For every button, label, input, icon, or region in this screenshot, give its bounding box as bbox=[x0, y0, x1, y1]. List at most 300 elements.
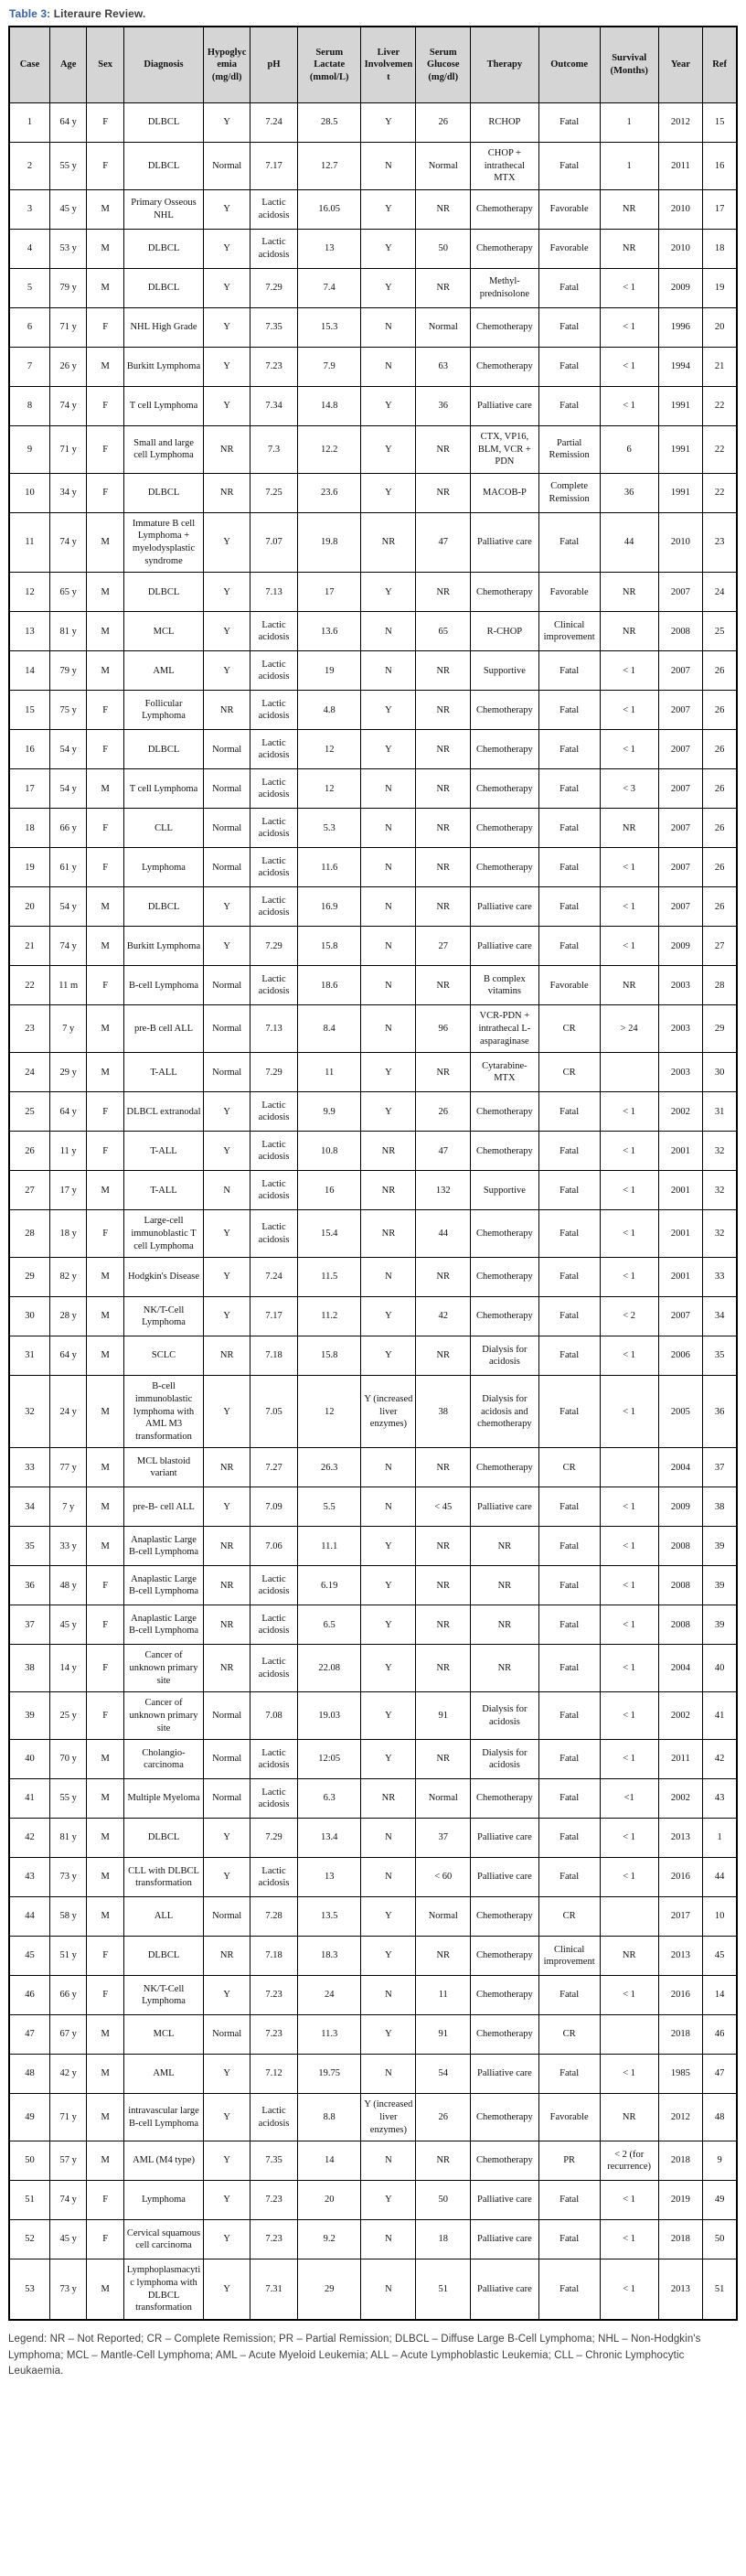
table-cell: 79 y bbox=[49, 651, 86, 691]
table-cell: N bbox=[361, 2055, 416, 2094]
table-cell: 33 bbox=[703, 1258, 737, 1297]
table-cell: Fatal bbox=[538, 2220, 600, 2259]
table-cell: 32 bbox=[703, 1171, 737, 1210]
table-cell: 47 bbox=[703, 2055, 737, 2094]
column-header: Serum Lactate (mmol/L) bbox=[297, 27, 361, 103]
table-cell: < 1 bbox=[600, 1336, 658, 1376]
table-cell: NR bbox=[416, 473, 471, 512]
table-cell: Y bbox=[204, 2181, 250, 2220]
table-cell: NR bbox=[204, 1605, 250, 1645]
table-cell: 36 bbox=[9, 1566, 49, 1605]
table-cell: DLBCL bbox=[123, 730, 203, 769]
table-cell: 7.3 bbox=[250, 425, 298, 473]
table-cell: Fatal bbox=[538, 848, 600, 887]
table-cell: Normal bbox=[204, 730, 250, 769]
table-cell: NR bbox=[416, 425, 471, 473]
table-cell: 73 y bbox=[49, 2259, 86, 2320]
table-cell: M bbox=[87, 1527, 123, 1566]
table-cell: Fatal bbox=[538, 1858, 600, 1897]
table-cell: Chemotherapy bbox=[471, 1297, 538, 1336]
table-cell: 7.13 bbox=[250, 573, 298, 612]
table-cell: 81 y bbox=[49, 612, 86, 651]
table-cell: Lactic acidosis bbox=[250, 1210, 298, 1258]
table-cell: 38 bbox=[703, 1487, 737, 1527]
table-cell: 91 bbox=[416, 2015, 471, 2055]
table-cell: 7.24 bbox=[250, 103, 298, 143]
table-row bbox=[9, 1053, 737, 1092]
table-cell: Fatal bbox=[538, 1645, 600, 1692]
legend-text: Legend: NR – Not Reported; CR – Complete Remission; PR – Partial Remission; DLBCL – Diffuse Large B-Cell Lymphoma; NHL – Non-Hodgkin's Lymphoma; MCL – Mantle-Cell Lymphoma; AML – Acute Myeloid Leukemia; ALL – Acute Lymphoblastic Leukemia; CLL – Chronic Lymphocytic Leukaemia. bbox=[8, 2333, 701, 2377]
table-cell: Palliative care bbox=[471, 1819, 538, 1858]
table-cell: 41 bbox=[703, 1692, 737, 1740]
column-header: Ref bbox=[703, 27, 737, 103]
table-cell: Lactic acidosis bbox=[250, 1605, 298, 1645]
table-cell: 61 y bbox=[49, 848, 86, 887]
table-cell: Y bbox=[204, 1858, 250, 1897]
table-cell: 65 y bbox=[49, 573, 86, 612]
table-cell: 42 bbox=[703, 1740, 737, 1779]
table-cell: Y bbox=[204, 1487, 250, 1527]
table-cell: Y bbox=[204, 189, 250, 229]
table-cell: 15 bbox=[703, 103, 737, 143]
table-cell: Lactic acidosis bbox=[250, 2094, 298, 2141]
table-cell: Chemotherapy bbox=[471, 573, 538, 612]
table-cell: 7.34 bbox=[250, 386, 298, 425]
table-cell: 7.35 bbox=[250, 2141, 298, 2181]
table-row bbox=[9, 1005, 737, 1053]
table-cell: < 1 bbox=[600, 1740, 658, 1779]
table-cell: N bbox=[361, 887, 416, 927]
table-cell: Follicular Lymphoma bbox=[123, 691, 203, 730]
table-cell: 91 bbox=[416, 1692, 471, 1740]
table-cell: M bbox=[87, 1053, 123, 1092]
table-cell: Y bbox=[204, 1210, 250, 1258]
table-cell: 81 y bbox=[49, 1819, 86, 1858]
table-cell: NR bbox=[204, 1527, 250, 1566]
table-cell: 45 bbox=[703, 1937, 737, 1976]
table-cell: 23 bbox=[703, 512, 737, 573]
table-cell: 2007 bbox=[658, 769, 703, 809]
table-cell: N bbox=[361, 651, 416, 691]
table-cell: NR bbox=[361, 1210, 416, 1258]
table-cell: 11 bbox=[416, 1976, 471, 2015]
table-cell: 2009 bbox=[658, 927, 703, 966]
table-cell: pre-B- cell ALL bbox=[123, 1487, 203, 1527]
table-cell: 2004 bbox=[658, 1448, 703, 1487]
table-cell: 14 y bbox=[49, 1645, 86, 1692]
table-cell: 6.5 bbox=[297, 1605, 361, 1645]
table-cell: Fatal bbox=[538, 1092, 600, 1132]
table-cell: Normal bbox=[416, 1779, 471, 1819]
table-row bbox=[9, 1297, 737, 1336]
table-cell: 24 bbox=[297, 1976, 361, 2015]
table-cell: NR bbox=[416, 1448, 471, 1487]
table-cell: CR bbox=[538, 1005, 600, 1053]
table-cell: Normal bbox=[204, 769, 250, 809]
column-header: Case bbox=[9, 27, 49, 103]
table-cell: < 1 bbox=[600, 730, 658, 769]
table-cell: 42 bbox=[416, 1297, 471, 1336]
table-cell: NR bbox=[600, 612, 658, 651]
table-cell: 41 bbox=[9, 1779, 49, 1819]
table-cell: 47 bbox=[416, 1132, 471, 1171]
table-cell: < 1 bbox=[600, 651, 658, 691]
table-cell: 17 bbox=[297, 573, 361, 612]
table-cell: Favorable bbox=[538, 573, 600, 612]
table-cell: 7.28 bbox=[250, 1897, 298, 1937]
table-cell: < 1 bbox=[600, 2220, 658, 2259]
table-cell: 23.6 bbox=[297, 473, 361, 512]
table-cell: < 1 bbox=[600, 1132, 658, 1171]
table-cell: NR bbox=[600, 809, 658, 848]
table-cell: 12 bbox=[297, 730, 361, 769]
table-cell: T-ALL bbox=[123, 1132, 203, 1171]
table-cell: < 1 bbox=[600, 1258, 658, 1297]
table-cell: Y bbox=[204, 2259, 250, 2320]
table-row bbox=[9, 512, 737, 573]
table-cell: 2007 bbox=[658, 887, 703, 927]
table-cell: 2017 bbox=[658, 1897, 703, 1937]
table-cell: NR bbox=[600, 573, 658, 612]
table-cell: 21 bbox=[9, 927, 49, 966]
table-cell: 15.3 bbox=[297, 307, 361, 347]
table-cell: 7.05 bbox=[250, 1376, 298, 1448]
table-cell: Fatal bbox=[538, 1376, 600, 1448]
table-cell: M bbox=[87, 1487, 123, 1527]
table-cell: M bbox=[87, 887, 123, 927]
table-cell: 26 bbox=[703, 730, 737, 769]
table-cell: Dialysis for acidosis bbox=[471, 1336, 538, 1376]
table-cell: N bbox=[361, 1005, 416, 1053]
table-cell: 12.7 bbox=[297, 143, 361, 190]
column-header: Hypoglycemia (mg/dl) bbox=[204, 27, 250, 103]
table-cell: F bbox=[87, 730, 123, 769]
table-cell: 2018 bbox=[658, 2015, 703, 2055]
table-cell: Chemotherapy bbox=[471, 1779, 538, 1819]
table-cell: F bbox=[87, 2220, 123, 2259]
table-cell: Lactic acidosis bbox=[250, 1566, 298, 1605]
table-cell: Lactic acidosis bbox=[250, 691, 298, 730]
table-cell: N bbox=[361, 1976, 416, 2015]
table-row bbox=[9, 927, 737, 966]
table-cell: NR bbox=[416, 651, 471, 691]
table-cell: N bbox=[361, 927, 416, 966]
table-cell: N bbox=[361, 1487, 416, 1527]
table-cell: Y bbox=[361, 1566, 416, 1605]
table-cell: Normal bbox=[204, 1779, 250, 1819]
table-cell: NR bbox=[416, 268, 471, 307]
table-row bbox=[9, 1527, 737, 1566]
table-cell: 18 bbox=[703, 229, 737, 268]
table-row bbox=[9, 2259, 737, 2320]
table-cell: 18 bbox=[416, 2220, 471, 2259]
table-cell: 24 bbox=[703, 573, 737, 612]
table-cell: N bbox=[361, 966, 416, 1005]
table-cell: 2008 bbox=[658, 1527, 703, 1566]
table-cell: Chemotherapy bbox=[471, 307, 538, 347]
table-cell: 34 bbox=[703, 1297, 737, 1336]
table-cell: 45 y bbox=[49, 2220, 86, 2259]
table-cell: 16.05 bbox=[297, 189, 361, 229]
table-cell: Chemotherapy bbox=[471, 1937, 538, 1976]
table-cell: 39 bbox=[9, 1692, 49, 1740]
table-row bbox=[9, 1976, 737, 2015]
table-cell: 54 y bbox=[49, 769, 86, 809]
table-cell: N bbox=[361, 1448, 416, 1487]
table-cell: 14.8 bbox=[297, 386, 361, 425]
table-cell: 28 bbox=[9, 1210, 49, 1258]
table-cell: 27 bbox=[703, 927, 737, 966]
table-cell: 2009 bbox=[658, 268, 703, 307]
table-cell: < 1 bbox=[600, 848, 658, 887]
table-cell: 2001 bbox=[658, 1132, 703, 1171]
table-cell: < 1 bbox=[600, 927, 658, 966]
table-cell: 7.09 bbox=[250, 1487, 298, 1527]
table-cell: NR bbox=[471, 1527, 538, 1566]
table-cell: Normal bbox=[204, 2015, 250, 2055]
table-cell: 25 y bbox=[49, 1692, 86, 1740]
table-cell: 2011 bbox=[658, 1740, 703, 1779]
table-cell: 16 bbox=[297, 1171, 361, 1210]
table-cell: CR bbox=[538, 2015, 600, 2055]
table-cell: NR bbox=[204, 691, 250, 730]
table-cell: Lactic acidosis bbox=[250, 612, 298, 651]
table-cell: 2001 bbox=[658, 1171, 703, 1210]
table-cell: 24 y bbox=[49, 1376, 86, 1448]
table-cell: 7 y bbox=[49, 1005, 86, 1053]
table-cell: Lactic acidosis bbox=[250, 1858, 298, 1897]
table-cell: < 45 bbox=[416, 1487, 471, 1527]
table-cell: M bbox=[87, 2055, 123, 2094]
table-cell: 65 bbox=[416, 612, 471, 651]
table-cell: F bbox=[87, 1976, 123, 2015]
table-cell: < 1 bbox=[600, 691, 658, 730]
table-cell: 2007 bbox=[658, 848, 703, 887]
table-cell: N bbox=[361, 2259, 416, 2320]
table-cell: Y bbox=[204, 307, 250, 347]
table-cell: 28 y bbox=[49, 1297, 86, 1336]
table-cell: DLBCL bbox=[123, 573, 203, 612]
table-cell: Lactic acidosis bbox=[250, 1092, 298, 1132]
table-cell: 9.2 bbox=[297, 2220, 361, 2259]
table-cell: 58 y bbox=[49, 1897, 86, 1937]
table-cell: Clinical improvement bbox=[538, 1937, 600, 1976]
table-cell: 71 y bbox=[49, 425, 86, 473]
table-cell: NR bbox=[204, 1937, 250, 1976]
table-row bbox=[9, 769, 737, 809]
table-cell: Y bbox=[361, 386, 416, 425]
table-cell: N bbox=[361, 143, 416, 190]
table-cell: Normal bbox=[204, 848, 250, 887]
table-cell: Y bbox=[204, 1132, 250, 1171]
table-cell: 46 bbox=[9, 1976, 49, 2015]
table-cell: Lymphoma bbox=[123, 2181, 203, 2220]
table-cell: 40 bbox=[703, 1645, 737, 1692]
table-cell: Fatal bbox=[538, 1487, 600, 1527]
table-cell: MCL bbox=[123, 612, 203, 651]
table-cell: Y bbox=[204, 386, 250, 425]
table-cell: 11.3 bbox=[297, 2015, 361, 2055]
table-cell: Fatal bbox=[538, 2259, 600, 2320]
table-cell: 2003 bbox=[658, 1053, 703, 1092]
table-cell: Chemotherapy bbox=[471, 1976, 538, 2015]
table-cell: 71 y bbox=[49, 2094, 86, 2141]
table-cell: 55 y bbox=[49, 143, 86, 190]
table-cell: 7.07 bbox=[250, 512, 298, 573]
table-cell: Normal bbox=[204, 1740, 250, 1779]
table-cell: 12 bbox=[297, 1376, 361, 1448]
table-cell: Burkitt Lymphoma bbox=[123, 927, 203, 966]
table-cell: Y bbox=[361, 189, 416, 229]
table-cell: DLBCL bbox=[123, 103, 203, 143]
table-cell: 7.17 bbox=[250, 1297, 298, 1336]
table-cell: 19 bbox=[297, 651, 361, 691]
column-header: Therapy bbox=[471, 27, 538, 103]
table-cell: 2010 bbox=[658, 229, 703, 268]
table-cell: 5.5 bbox=[297, 1487, 361, 1527]
table-cell: T-ALL bbox=[123, 1053, 203, 1092]
table-cell: 13.6 bbox=[297, 612, 361, 651]
table-cell: RCHOP bbox=[471, 103, 538, 143]
table-cell: Cervical squamous cell carcinoma bbox=[123, 2220, 203, 2259]
table-cell: 15.8 bbox=[297, 1336, 361, 1376]
table-cell: Cancer of unknown primary site bbox=[123, 1692, 203, 1740]
literature-review-table bbox=[8, 26, 738, 2321]
table-cell: N bbox=[361, 1258, 416, 1297]
table-cell: Normal bbox=[204, 1692, 250, 1740]
table-cell: 2007 bbox=[658, 691, 703, 730]
table-cell: Large-cell immunoblastic T cell Lymphoma bbox=[123, 1210, 203, 1258]
table-cell: 46 bbox=[703, 2015, 737, 2055]
table-cell: 16 bbox=[703, 143, 737, 190]
table-cell: M bbox=[87, 769, 123, 809]
table-cell: 32 bbox=[703, 1210, 737, 1258]
table-cell: B-cell immunoblastic lymphoma with AML M3 transformation bbox=[123, 1376, 203, 1448]
table-row bbox=[9, 347, 737, 386]
table-cell: 2008 bbox=[658, 1605, 703, 1645]
table-cell: 25 bbox=[9, 1092, 49, 1132]
table-cell: 7.29 bbox=[250, 927, 298, 966]
table-row bbox=[9, 2015, 737, 2055]
table-cell: < 1 bbox=[600, 1692, 658, 1740]
table-cell: 13 bbox=[297, 1858, 361, 1897]
table-cell: 2007 bbox=[658, 1297, 703, 1336]
table-cell: 79 y bbox=[49, 268, 86, 307]
table-cell: 42 y bbox=[49, 2055, 86, 2094]
table-cell: NR bbox=[416, 730, 471, 769]
table-cell: 48 bbox=[703, 2094, 737, 2141]
table-cell: F bbox=[87, 307, 123, 347]
table-cell: Y bbox=[361, 1336, 416, 1376]
table-cell: Y bbox=[204, 887, 250, 927]
table-cell: 16.9 bbox=[297, 887, 361, 927]
table-cell: 43 bbox=[703, 1779, 737, 1819]
table-cell: 7.31 bbox=[250, 2259, 298, 2320]
table-cell: ALL bbox=[123, 1897, 203, 1937]
table-cell: F bbox=[87, 1937, 123, 1976]
table-row bbox=[9, 966, 737, 1005]
table-cell: Fatal bbox=[538, 651, 600, 691]
table-cell: 45 bbox=[9, 1937, 49, 1976]
table-cell: M bbox=[87, 2094, 123, 2141]
table-cell: Fatal bbox=[538, 1336, 600, 1376]
table-cell: T cell Lymphoma bbox=[123, 386, 203, 425]
table-cell: CHOP + intrathecal MTX bbox=[471, 143, 538, 190]
table-cell: 36 bbox=[416, 386, 471, 425]
table-cell: <1 bbox=[600, 1779, 658, 1819]
table-row bbox=[9, 1448, 737, 1487]
table-cell: NK/T-Cell Lymphoma bbox=[123, 1297, 203, 1336]
table-cell: Normal bbox=[416, 307, 471, 347]
table-cell: 1991 bbox=[658, 473, 703, 512]
table-cell: 27 bbox=[416, 927, 471, 966]
table-cell: Y bbox=[204, 2055, 250, 2094]
table-cell: Fatal bbox=[538, 2181, 600, 2220]
table-cell: 13 bbox=[297, 229, 361, 268]
table-cell: 22 bbox=[703, 425, 737, 473]
table-row bbox=[9, 1819, 737, 1858]
table-cell: NR bbox=[416, 769, 471, 809]
table-cell: 25 bbox=[703, 612, 737, 651]
table-cell: 51 bbox=[9, 2181, 49, 2220]
table-row bbox=[9, 1605, 737, 1645]
table-cell: N bbox=[361, 769, 416, 809]
table-cell: 66 y bbox=[49, 809, 86, 848]
table-cell: Y bbox=[361, 1605, 416, 1645]
table-cell: 7.12 bbox=[250, 2055, 298, 2094]
table-cell: Palliative care bbox=[471, 1487, 538, 1527]
table-cell: 132 bbox=[416, 1171, 471, 1210]
table-cell: > 24 bbox=[600, 1005, 658, 1053]
table-cell: NR bbox=[600, 1937, 658, 1976]
table-cell: 23 bbox=[9, 1005, 49, 1053]
table-cell: Y bbox=[361, 103, 416, 143]
table-cell: N bbox=[361, 2220, 416, 2259]
table-cell: Lactic acidosis bbox=[250, 1645, 298, 1692]
table-cell: < 1 bbox=[600, 1605, 658, 1645]
table-cell: 77 y bbox=[49, 1448, 86, 1487]
table-cell: Y bbox=[204, 1092, 250, 1132]
table-cell: 28 bbox=[703, 966, 737, 1005]
table-cell: 29 bbox=[703, 1005, 737, 1053]
table-cell: 1 bbox=[9, 103, 49, 143]
table-cell: NR bbox=[471, 1605, 538, 1645]
table-cell: 35 bbox=[703, 1336, 737, 1376]
table-row bbox=[9, 268, 737, 307]
table-cell: Fatal bbox=[538, 1819, 600, 1858]
table-cell: N bbox=[361, 307, 416, 347]
table-cell: 7.18 bbox=[250, 1336, 298, 1376]
table-cell: 6.19 bbox=[297, 1566, 361, 1605]
table-cell bbox=[600, 2015, 658, 2055]
table-cell: Palliative care bbox=[471, 386, 538, 425]
table-cell: Primary Osseous NHL bbox=[123, 189, 203, 229]
table-cell: 2013 bbox=[658, 2259, 703, 2320]
table-cell: Burkitt Lymphoma bbox=[123, 347, 203, 386]
table-cell: Normal bbox=[204, 1053, 250, 1092]
table-cell: 51 bbox=[416, 2259, 471, 2320]
table-cell: 48 y bbox=[49, 1566, 86, 1605]
table-cell: 63 bbox=[416, 347, 471, 386]
table-row bbox=[9, 1171, 737, 1210]
table-header bbox=[9, 27, 737, 103]
table-cell: NR bbox=[600, 966, 658, 1005]
table-cell: Y bbox=[361, 2015, 416, 2055]
table-cell: M bbox=[87, 573, 123, 612]
table-cell: 42 bbox=[9, 1819, 49, 1858]
table-cell: 17 bbox=[9, 769, 49, 809]
table-cell: Lactic acidosis bbox=[250, 1171, 298, 1210]
